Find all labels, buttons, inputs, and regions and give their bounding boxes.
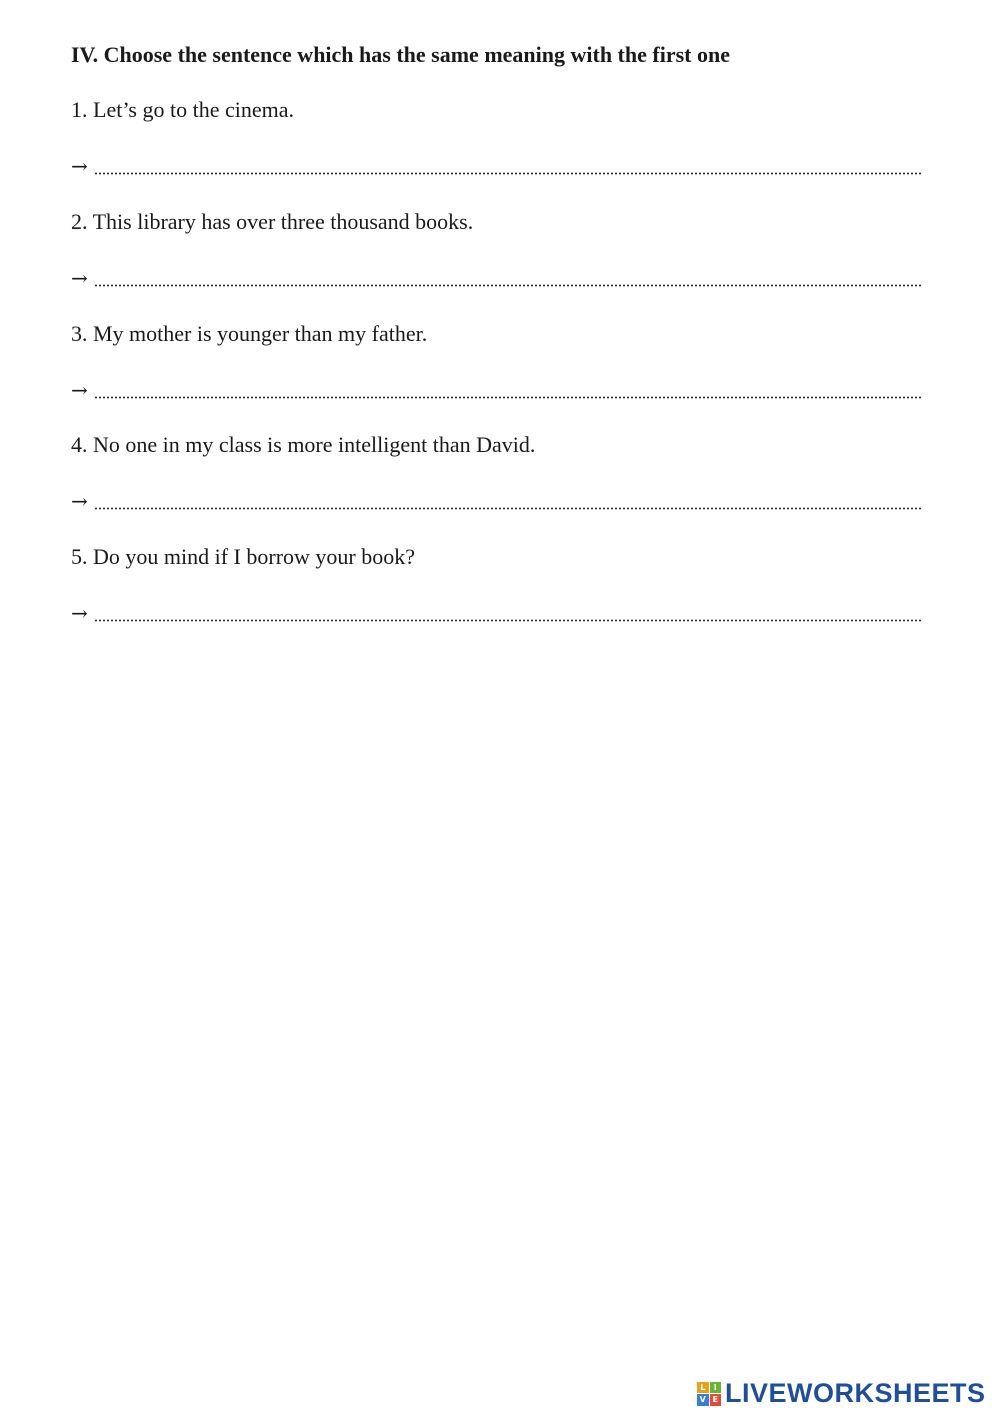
- answer-line-4: [71, 487, 923, 513]
- logo-letter: L: [697, 1382, 709, 1394]
- logo-letter: E: [710, 1394, 722, 1406]
- logo-letter: I: [710, 1382, 722, 1394]
- question-5: 5. Do you mind if I borrow your book?: [71, 544, 416, 569]
- answer-line-1: [71, 152, 923, 178]
- arrow-right-icon: →: [71, 266, 88, 290]
- arrow-right-icon: →: [71, 378, 88, 402]
- answer-input-4[interactable]: [94, 507, 923, 510]
- section-heading: IV. Choose the sentence which has the same meaning with the first one: [71, 42, 730, 67]
- answer-line-3: [71, 376, 923, 402]
- question-3: 3. My mother is younger than my father.: [71, 321, 428, 346]
- logo-mark-icon: [697, 1382, 721, 1406]
- answer-line-5: [71, 599, 923, 625]
- answer-input-5[interactable]: [94, 619, 923, 622]
- answer-input-3[interactable]: [94, 396, 923, 399]
- arrow-right-icon: →: [71, 601, 88, 625]
- answer-input-2[interactable]: [94, 284, 923, 287]
- answer-line-2: [71, 264, 923, 290]
- question-2: 2. This library has over three thousand books.: [71, 209, 474, 234]
- liveworksheets-logo: [697, 1378, 986, 1409]
- logo-text: LIVEWORKSHEETS: [725, 1378, 986, 1408]
- arrow-right-icon: →: [71, 489, 88, 513]
- question-1: 1. Let’s go to the cinema.: [71, 97, 294, 122]
- answer-input-1[interactable]: [94, 172, 923, 175]
- question-4: 4. No one in my class is more intelligent than David.: [71, 432, 536, 457]
- arrow-right-icon: →: [71, 154, 88, 178]
- logo-letter: V: [697, 1394, 709, 1406]
